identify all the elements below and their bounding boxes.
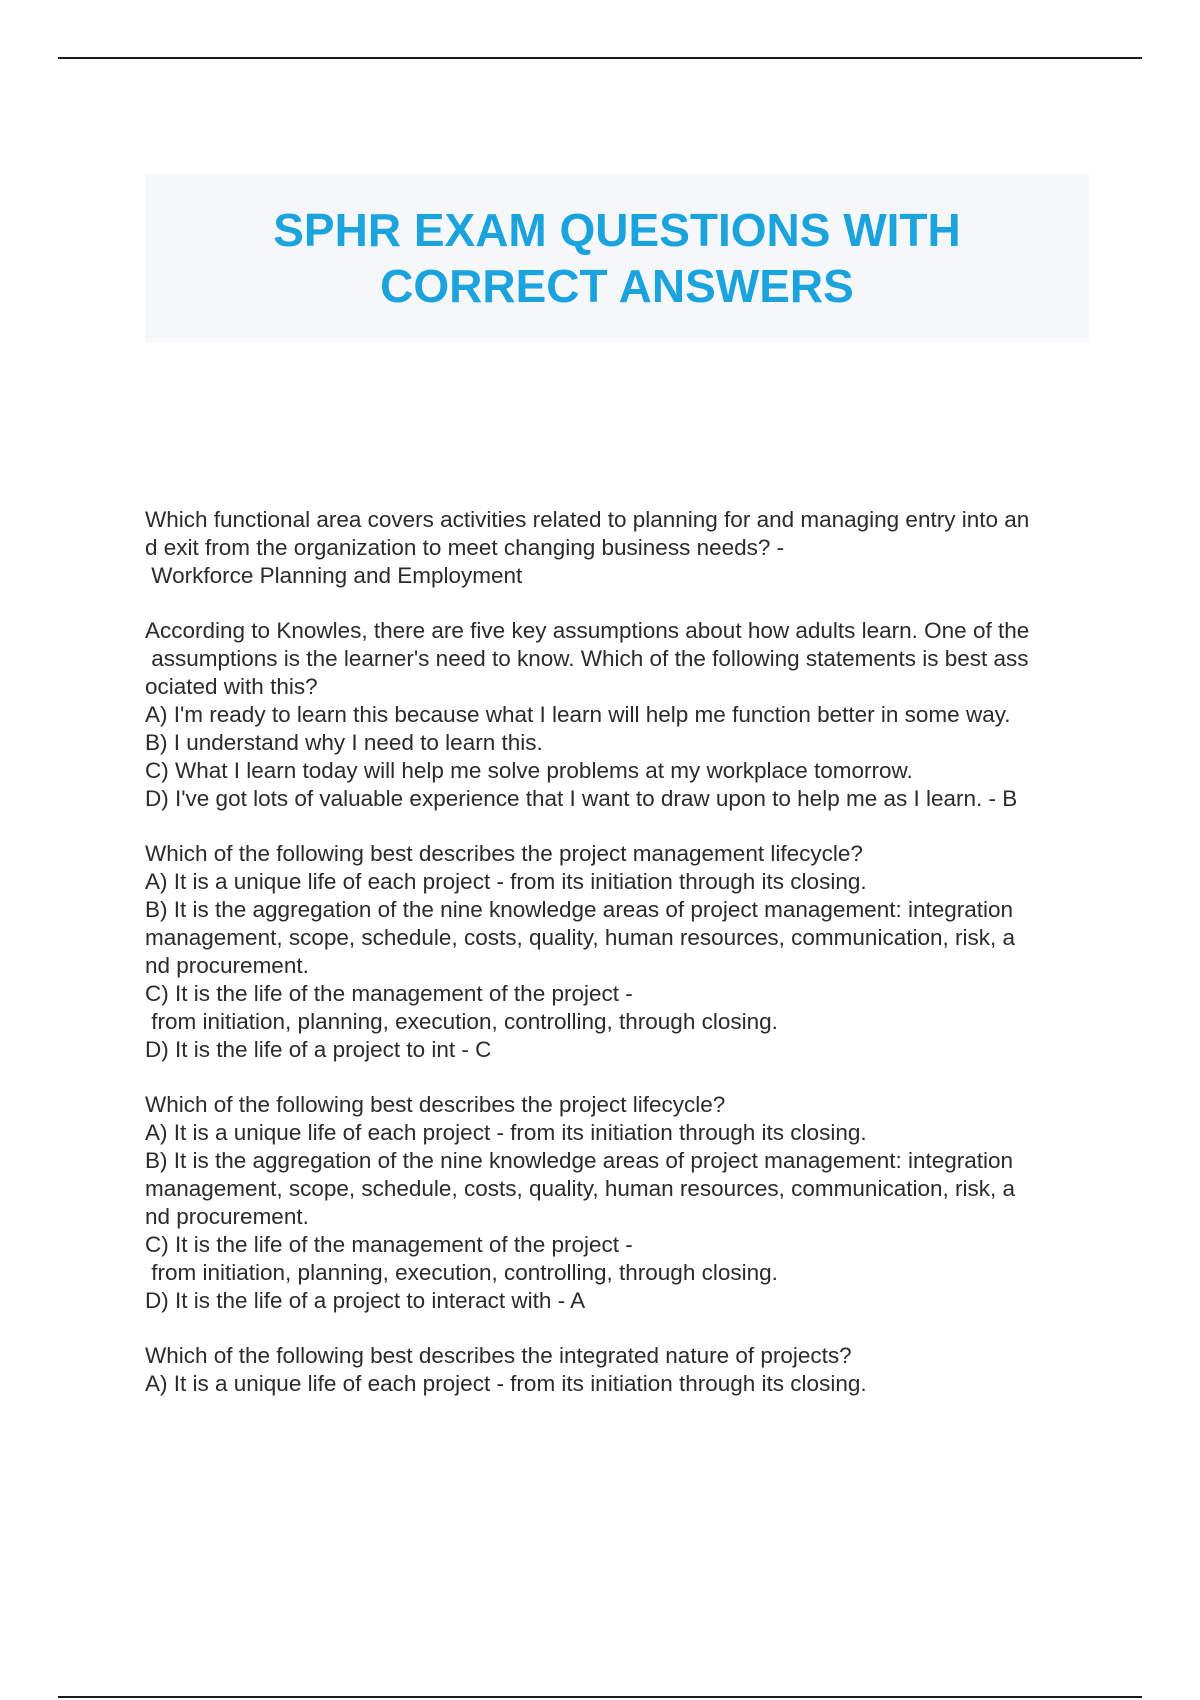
qa-line: D) I've got lots of valuable experience that I want to draw upon to help me as I learn. - B (145, 786, 1018, 811)
qa-line: Which of the following best describes the project management lifecycle? (145, 841, 863, 866)
qa-line: C) It is the life of the management of the project - (145, 1232, 633, 1257)
qa-line: D) It is the life of a project to int - C (145, 1037, 492, 1062)
qa-line: A) It is a unique life of each project - from its initiation through its closing. (145, 1120, 867, 1145)
top-rule (58, 57, 1142, 59)
qa-line: from initiation, planning, execution, controlling, through closing. (145, 1260, 778, 1285)
bottom-rule (58, 1696, 1142, 1698)
qa-content (145, 506, 1095, 1425)
qa-line: B) It is the aggregation of the nine knowledge areas of project management: integration (145, 897, 1014, 922)
qa-line: nd procurement. (145, 1204, 309, 1229)
qa-line: B) I understand why I need to learn this. (145, 730, 543, 755)
qa-line: C) What I learn today will help me solve problems at my workplace tomorrow. (145, 758, 913, 783)
qa-line: ociated with this? (145, 674, 318, 699)
qa-line: A) It is a unique life of each project - from its initiation through its closing. (145, 869, 867, 894)
title-banner (145, 174, 1089, 342)
qa-line: According to Knowles, there are five key assumptions about how adults learn. One of the (145, 618, 1030, 643)
qa-line: d exit from the organization to meet changing business needs? - (145, 535, 785, 560)
qa-item (145, 506, 1095, 590)
qa-line: from initiation, planning, execution, controlling, through closing. (145, 1009, 778, 1034)
qa-line: Which of the following best describes the project lifecycle? (145, 1092, 726, 1117)
title-line: CORRECT ANSWERS (380, 260, 854, 312)
qa-line: Which of the following best describes the integrated nature of projects? (145, 1343, 852, 1368)
qa-line: Workforce Planning and Employment (145, 563, 523, 588)
qa-line: C) It is the life of the management of the project - (145, 981, 633, 1006)
title-line: SPHR EXAM QUESTIONS WITH (273, 204, 961, 256)
qa-line: B) It is the aggregation of the nine knowledge areas of project management: integration (145, 1148, 1014, 1173)
qa-line: nd procurement. (145, 953, 309, 978)
qa-line: Which functional area covers activities related to planning for and managing entry into an (145, 507, 1030, 532)
qa-item (145, 840, 1095, 1064)
document-title (273, 202, 960, 314)
qa-item (145, 1342, 1095, 1398)
qa-line: D) It is the life of a project to interact with - A (145, 1288, 586, 1313)
qa-line: management, scope, schedule, costs, quality, human resources, communication, risk, a (145, 925, 1015, 950)
qa-line: A) I'm ready to learn this because what I learn will help me function better in some way. (145, 702, 1011, 727)
qa-item (145, 617, 1095, 813)
qa-line: A) It is a unique life of each project - from its initiation through its closing. (145, 1371, 867, 1396)
qa-line: assumptions is the learner's need to know. Which of the following statements is best ass (145, 646, 1029, 671)
qa-line: management, scope, schedule, costs, quality, human resources, communication, risk, a (145, 1176, 1015, 1201)
qa-item (145, 1091, 1095, 1315)
